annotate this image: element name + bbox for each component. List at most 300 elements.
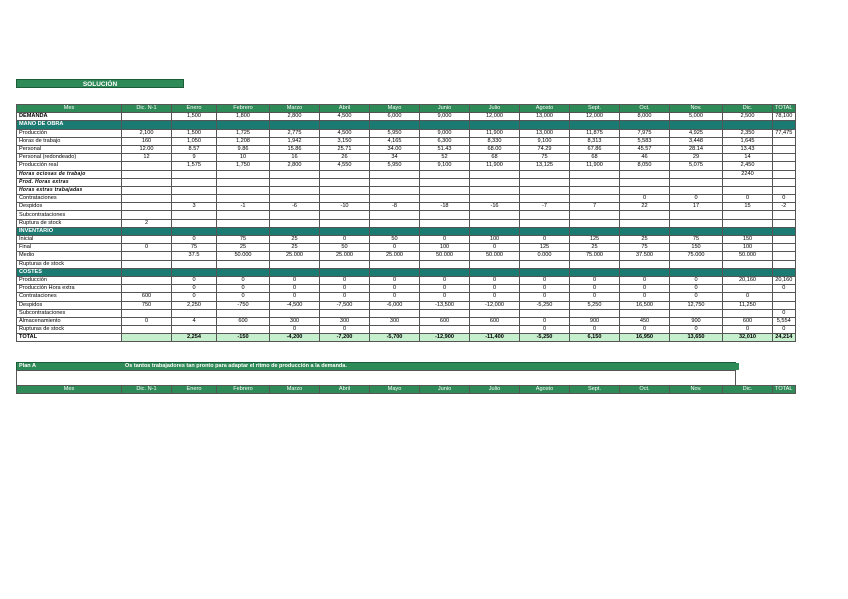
section-cell	[470, 268, 520, 276]
table-cell: 8,050	[620, 162, 670, 170]
table-cell	[172, 309, 217, 317]
section-row	[17, 121, 796, 129]
total-row	[17, 334, 796, 342]
table-cell: 5,950	[370, 129, 420, 137]
table-cell	[320, 186, 370, 194]
row-label: Contrataciones	[17, 195, 122, 203]
table-cell: 14	[723, 154, 773, 162]
table-cell: -6	[270, 203, 320, 211]
table-cell: 0	[570, 276, 620, 284]
table-cell	[470, 178, 520, 186]
table-cell	[470, 186, 520, 194]
row-label: Despidos	[17, 301, 122, 309]
table-cell	[470, 326, 520, 334]
table-cell: 0	[320, 293, 370, 301]
table-cell: 0	[370, 276, 420, 284]
section-cell	[670, 227, 723, 235]
table-cell: 34	[370, 154, 420, 162]
table-cell: 12,000	[470, 113, 520, 121]
table-cell: 100	[723, 244, 773, 252]
table-cell: 0	[270, 285, 320, 293]
row-label: Producción	[17, 276, 122, 284]
table-cell: 1,500	[172, 113, 217, 121]
table-cell: 16,950	[620, 334, 670, 342]
table-cell	[122, 334, 172, 342]
table-cell: 2,350	[723, 129, 773, 137]
table-cell	[172, 178, 217, 186]
table-cell	[270, 219, 320, 227]
table-cell: 20,160	[723, 276, 773, 284]
row-label: Producción real	[17, 162, 122, 170]
row-label: Final	[17, 244, 122, 252]
plan-a-col-header: Julio	[470, 386, 520, 394]
table-cell	[723, 219, 773, 227]
table-cell: 0	[773, 285, 796, 293]
table-cell: 0	[270, 293, 320, 301]
table-row	[17, 113, 796, 121]
table-cell: 5,000	[670, 113, 723, 121]
table-cell: 77,475	[773, 129, 796, 137]
table-row	[17, 203, 796, 211]
section-cell	[620, 121, 670, 129]
solution-title: SOLUCIÓN	[16, 79, 184, 88]
row-label: DEMANDA	[17, 113, 122, 121]
table-row	[17, 154, 796, 162]
table-cell	[520, 260, 570, 268]
table-cell: -750	[217, 301, 270, 309]
table-cell: 68	[470, 154, 520, 162]
section-cell	[773, 227, 796, 235]
table-cell: 11,875	[570, 129, 620, 137]
table-cell	[320, 195, 370, 203]
plan-a-header-table	[16, 385, 796, 394]
section-cell	[217, 121, 270, 129]
table-cell: -7	[520, 203, 570, 211]
table-cell: 3	[172, 203, 217, 211]
table-cell: 0.000	[520, 252, 570, 260]
plan-a-col-header: TOTAL	[773, 386, 796, 394]
table-cell: 25.000	[270, 252, 320, 260]
table-cell: 0	[570, 293, 620, 301]
table-cell: 8,313	[570, 137, 620, 145]
row-label: Personal (redondeado)	[17, 154, 122, 162]
table-cell	[773, 154, 796, 162]
table-cell: 100	[470, 236, 520, 244]
plan-a-col-header: Oct.	[620, 386, 670, 394]
table-cell	[172, 211, 217, 219]
main-col-header: Oct.	[620, 105, 670, 113]
table-cell: 25	[570, 244, 620, 252]
row-label: Prod. Horas extras	[17, 178, 122, 186]
section-cell	[122, 268, 172, 276]
table-cell: 9.86	[217, 145, 270, 153]
table-cell: 13,000	[520, 113, 570, 121]
table-cell: 13,000	[520, 129, 570, 137]
table-cell: 2,254	[172, 334, 217, 342]
table-cell: 32,010	[723, 334, 773, 342]
table-row	[17, 244, 796, 252]
table-cell: 2,800	[270, 162, 320, 170]
table-cell: 25.000	[370, 252, 420, 260]
table-cell: 50	[370, 236, 420, 244]
section-cell	[320, 227, 370, 235]
row-label: Horas extras trabajadas	[17, 186, 122, 194]
main-col-header: Julio	[470, 105, 520, 113]
table-cell: 0	[670, 195, 723, 203]
table-cell: 26	[320, 154, 370, 162]
table-cell: 2,800	[270, 113, 320, 121]
table-cell	[420, 219, 470, 227]
table-cell: 5,554	[773, 317, 796, 325]
table-cell: 0	[420, 236, 470, 244]
table-cell: 0	[520, 285, 570, 293]
table-cell: 4,500	[320, 113, 370, 121]
table-cell	[620, 309, 670, 317]
table-cell: 68	[570, 154, 620, 162]
section-cell	[723, 121, 773, 129]
row-label: Subcontrataciones	[17, 309, 122, 317]
table-cell	[723, 211, 773, 219]
table-cell	[520, 170, 570, 178]
plan-a-description: Os tantos trabajadores tan pronto para adaptar el ritmo de producción a la demanda.	[121, 363, 739, 370]
table-cell: 0	[270, 326, 320, 334]
table-cell: 8,330	[470, 137, 520, 145]
table-cell: 0	[320, 236, 370, 244]
table-cell: 0	[370, 293, 420, 301]
table-cell	[217, 178, 270, 186]
table-row	[17, 326, 796, 334]
table-cell: 0	[420, 276, 470, 284]
table-cell	[217, 195, 270, 203]
main-col-header: Mes	[17, 105, 122, 113]
section-cell	[670, 121, 723, 129]
table-cell: 4,165	[370, 137, 420, 145]
section-cell	[773, 268, 796, 276]
table-cell: 4,550	[320, 162, 370, 170]
section-cell	[122, 227, 172, 235]
table-cell: 4	[172, 317, 217, 325]
table-cell: 0	[470, 244, 520, 252]
table-cell: 0	[670, 326, 723, 334]
table-cell: 25	[270, 236, 320, 244]
table-cell	[270, 195, 320, 203]
table-cell	[570, 211, 620, 219]
table-cell: 15.86	[270, 145, 320, 153]
section-cell	[520, 268, 570, 276]
table-cell	[172, 260, 217, 268]
table-cell: 68.00	[470, 145, 520, 153]
table-cell: 0	[570, 326, 620, 334]
table-cell: 0	[320, 285, 370, 293]
table-cell	[122, 326, 172, 334]
table-cell: 0	[217, 285, 270, 293]
table-cell: 25.000	[320, 252, 370, 260]
table-cell: 5,950	[370, 162, 420, 170]
table-cell	[620, 211, 670, 219]
plan-a-col-header: Mayo	[370, 386, 420, 394]
table-cell: 0	[470, 276, 520, 284]
section-cell	[370, 121, 420, 129]
table-cell: 125	[520, 244, 570, 252]
table-cell: -5,250	[520, 334, 570, 342]
row-label: TOTAL	[17, 334, 122, 342]
table-cell: 13,650	[670, 334, 723, 342]
table-cell: 1,575	[172, 162, 217, 170]
table-cell: 0	[122, 317, 172, 325]
table-cell	[370, 309, 420, 317]
table-cell	[270, 309, 320, 317]
row-label: Despidos	[17, 203, 122, 211]
row-label: Subcontrataciones	[17, 211, 122, 219]
table-cell: 9,100	[520, 137, 570, 145]
table-cell: 2,100	[122, 129, 172, 137]
table-cell	[122, 276, 172, 284]
table-cell: 0	[620, 285, 670, 293]
table-cell: 45.57	[620, 145, 670, 153]
main-col-header: Agosto	[520, 105, 570, 113]
table-cell: -4,500	[270, 301, 320, 309]
section-cell	[570, 121, 620, 129]
section-cell	[670, 268, 723, 276]
table-cell: 8,000	[620, 113, 670, 121]
table-cell: 2,450	[723, 162, 773, 170]
section-cell	[723, 227, 773, 235]
table-cell: 0	[420, 293, 470, 301]
table-cell: 13,125	[520, 162, 570, 170]
table-cell: 29	[670, 154, 723, 162]
table-cell: 0	[370, 244, 420, 252]
table-cell	[122, 178, 172, 186]
section-cell	[420, 227, 470, 235]
table-cell: 125	[570, 236, 620, 244]
table-cell: 2,500	[723, 113, 773, 121]
table-cell: 2,775	[270, 129, 320, 137]
table-cell	[370, 170, 420, 178]
table-cell	[773, 162, 796, 170]
table-cell: 75	[620, 244, 670, 252]
table-cell: 25	[217, 244, 270, 252]
row-label: Medio	[17, 252, 122, 260]
table-cell: 28.14	[670, 145, 723, 153]
table-cell: 0	[320, 326, 370, 334]
table-cell: 17	[670, 203, 723, 211]
table-cell	[122, 236, 172, 244]
plan-a-col-header: Junio	[420, 386, 470, 394]
table-cell: 1,800	[217, 113, 270, 121]
table-cell	[370, 195, 420, 203]
table-cell: 0	[723, 326, 773, 334]
table-cell: 75.000	[570, 252, 620, 260]
table-row	[17, 236, 796, 244]
main-col-header: Junio	[420, 105, 470, 113]
table-cell	[773, 236, 796, 244]
table-cell	[773, 260, 796, 268]
table-cell	[420, 260, 470, 268]
table-cell: 150	[670, 244, 723, 252]
section-cell	[172, 227, 217, 235]
table-cell: 4,500	[320, 129, 370, 137]
table-cell: -1	[217, 203, 270, 211]
table-row	[17, 219, 796, 227]
table-cell: 52	[420, 154, 470, 162]
table-cell: 37.500	[620, 252, 670, 260]
table-cell: 2,250	[172, 301, 217, 309]
table-cell	[122, 260, 172, 268]
section-cell	[570, 268, 620, 276]
table-cell	[217, 211, 270, 219]
section-label: INVENTARIO	[17, 227, 122, 235]
table-cell: 0	[217, 276, 270, 284]
table-cell: -6,000	[370, 301, 420, 309]
table-cell	[217, 186, 270, 194]
table-cell	[723, 260, 773, 268]
table-cell: -7,200	[320, 334, 370, 342]
table-cell	[470, 219, 520, 227]
plan-a-col-header: Dic.	[723, 386, 773, 394]
table-cell: 1,725	[217, 129, 270, 137]
table-cell: 0	[520, 326, 570, 334]
table-cell	[670, 309, 723, 317]
table-row	[17, 309, 796, 317]
table-cell: 16	[270, 154, 320, 162]
table-cell	[470, 170, 520, 178]
table-cell	[217, 326, 270, 334]
table-cell: -8	[370, 203, 420, 211]
table-cell	[773, 170, 796, 178]
plan-a-bar	[16, 362, 736, 370]
row-label: Rupturas de stock	[17, 260, 122, 268]
table-row	[17, 170, 796, 178]
production-plan-table	[16, 104, 796, 342]
table-cell: 11,900	[570, 162, 620, 170]
plan-a-col-header: Dic. N-1	[122, 386, 172, 394]
table-cell	[470, 211, 520, 219]
table-cell	[172, 186, 217, 194]
header-row	[17, 105, 796, 113]
table-cell: 2240	[723, 170, 773, 178]
table-cell	[122, 186, 172, 194]
main-col-header: Sept.	[570, 105, 620, 113]
table-cell: 1,050	[172, 137, 217, 145]
table-cell: 6,150	[570, 334, 620, 342]
table-cell	[670, 211, 723, 219]
table-cell: 160	[122, 137, 172, 145]
table-row	[17, 276, 796, 284]
table-cell	[122, 309, 172, 317]
table-cell	[723, 178, 773, 186]
table-cell	[773, 137, 796, 145]
table-cell	[270, 186, 320, 194]
table-cell: 5,075	[670, 162, 723, 170]
table-row	[17, 186, 796, 194]
table-cell: 0	[620, 293, 670, 301]
section-cell	[570, 227, 620, 235]
section-row	[17, 227, 796, 235]
table-cell: -11,400	[470, 334, 520, 342]
plan-a-label: Plan A	[17, 363, 129, 370]
row-label: Ruptura de stock	[17, 219, 122, 227]
table-cell	[370, 260, 420, 268]
table-cell	[773, 244, 796, 252]
table-cell: 15	[723, 203, 773, 211]
table-cell	[620, 170, 670, 178]
table-row	[17, 145, 796, 153]
table-cell: 1,208	[217, 137, 270, 145]
table-cell: 9	[172, 154, 217, 162]
table-cell: 0	[773, 309, 796, 317]
section-cell	[270, 227, 320, 235]
table-cell	[670, 219, 723, 227]
table-cell: 150	[723, 236, 773, 244]
plan-a-notes	[16, 370, 736, 386]
table-cell: 3,448	[670, 137, 723, 145]
table-cell	[270, 211, 320, 219]
table-cell	[723, 186, 773, 194]
table-cell	[520, 219, 570, 227]
table-cell	[773, 301, 796, 309]
table-cell	[520, 211, 570, 219]
table-cell	[420, 186, 470, 194]
header-row-plan-a	[17, 386, 796, 394]
table-cell	[470, 309, 520, 317]
table-cell: 12,000	[570, 113, 620, 121]
section-cell	[520, 227, 570, 235]
table-cell: 1,750	[217, 162, 270, 170]
section-cell	[723, 268, 773, 276]
table-cell	[773, 178, 796, 186]
table-cell	[520, 186, 570, 194]
table-cell: 0	[470, 293, 520, 301]
row-label: Horas de trabajo	[17, 137, 122, 145]
table-cell	[420, 309, 470, 317]
section-cell	[320, 268, 370, 276]
plan-a-col-header: Nov.	[670, 386, 723, 394]
table-cell: 50.000	[470, 252, 520, 260]
table-cell: -12,000	[470, 301, 520, 309]
table-cell	[670, 170, 723, 178]
table-cell: 24,214	[773, 334, 796, 342]
table-cell	[122, 162, 172, 170]
table-cell: 900	[670, 317, 723, 325]
table-cell	[570, 170, 620, 178]
table-cell: 2	[122, 219, 172, 227]
table-cell: 75	[172, 244, 217, 252]
section-cell	[270, 121, 320, 129]
table-cell: -4,200	[270, 334, 320, 342]
table-cell: 1,500	[172, 129, 217, 137]
table-cell: 0	[773, 326, 796, 334]
table-cell: -10	[320, 203, 370, 211]
table-cell	[420, 178, 470, 186]
section-cell	[217, 227, 270, 235]
table-cell	[620, 178, 670, 186]
table-row	[17, 178, 796, 186]
table-cell	[172, 195, 217, 203]
table-cell: 25.71	[320, 145, 370, 153]
section-row	[17, 268, 796, 276]
table-cell: 7,975	[620, 129, 670, 137]
table-row	[17, 260, 796, 268]
table-cell: 5,583	[620, 137, 670, 145]
table-cell	[122, 113, 172, 121]
section-cell	[520, 121, 570, 129]
table-cell: 0	[217, 293, 270, 301]
table-row	[17, 162, 796, 170]
table-cell: 7	[570, 203, 620, 211]
table-cell	[370, 178, 420, 186]
table-cell: 6,300	[420, 137, 470, 145]
table-cell	[420, 195, 470, 203]
